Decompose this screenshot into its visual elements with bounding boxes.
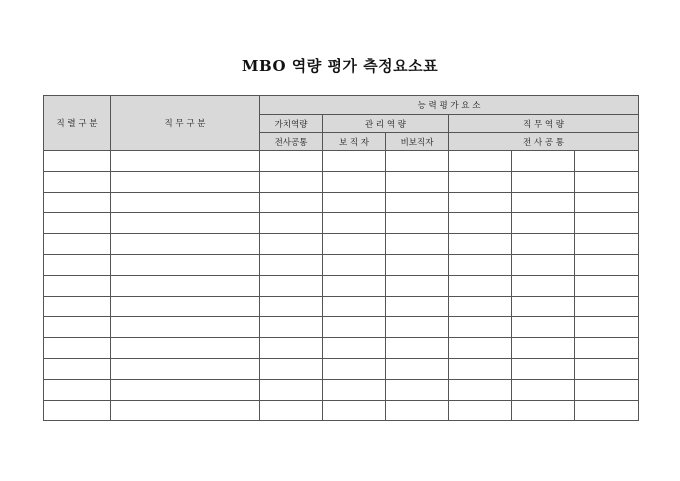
table-cell — [512, 379, 575, 400]
table-cell — [386, 254, 449, 275]
table-cell — [323, 171, 386, 192]
table-cell — [512, 317, 575, 338]
table-cell — [44, 151, 111, 172]
table-cell — [386, 358, 449, 379]
table-cell — [449, 192, 512, 213]
table-cell — [323, 296, 386, 317]
table-cell — [323, 275, 386, 296]
table-cell — [111, 275, 260, 296]
table-cell — [111, 234, 260, 255]
table-cell — [575, 192, 639, 213]
document-title: MBO 역량 평가 측정요소표 — [241, 57, 439, 75]
table-cell — [260, 254, 323, 275]
table-cell — [323, 379, 386, 400]
table-cell — [386, 275, 449, 296]
table-cell — [575, 213, 639, 234]
table-cell — [449, 254, 512, 275]
table-cell — [512, 213, 575, 234]
table-cell — [44, 296, 111, 317]
non-supervisor-header: 비보직자 — [386, 133, 449, 151]
table-cell — [323, 254, 386, 275]
table-cell — [44, 213, 111, 234]
competency-elements-header: 능 력 평 가 요 소 — [260, 96, 639, 115]
table-row — [44, 151, 639, 172]
table-cell — [386, 234, 449, 255]
table-cell — [260, 379, 323, 400]
table-cell — [386, 192, 449, 213]
table-cell — [512, 358, 575, 379]
table-cell — [44, 379, 111, 400]
table-row — [44, 213, 639, 234]
table-cell — [575, 400, 639, 421]
table-row — [44, 338, 639, 359]
table-cell — [512, 171, 575, 192]
table-cell — [44, 192, 111, 213]
table-cell — [260, 358, 323, 379]
table-cell — [512, 275, 575, 296]
table-cell — [575, 234, 639, 255]
table-cell — [44, 254, 111, 275]
management-competency-header: 관 리 역 량 — [323, 115, 449, 133]
table-cell — [260, 151, 323, 172]
table-cell — [260, 338, 323, 359]
table-cell — [575, 358, 639, 379]
table-cell — [386, 171, 449, 192]
table-cell — [512, 151, 575, 172]
table-cell — [512, 192, 575, 213]
table-cell — [111, 400, 260, 421]
table-cell — [575, 171, 639, 192]
table-cell — [111, 171, 260, 192]
value-competency-header: 가치역량 — [260, 115, 323, 133]
table-cell — [386, 379, 449, 400]
table-cell — [512, 400, 575, 421]
evaluation-table — [43, 95, 639, 421]
table-cell — [449, 338, 512, 359]
table-cell — [449, 358, 512, 379]
table-cell — [449, 275, 512, 296]
table-cell — [449, 400, 512, 421]
table-cell — [111, 254, 260, 275]
table-cell — [260, 275, 323, 296]
table-cell — [323, 234, 386, 255]
table-cell — [386, 151, 449, 172]
table-cell — [260, 317, 323, 338]
table-cell — [44, 275, 111, 296]
job-category-header: 직 렬 구 분 — [44, 96, 111, 151]
table-cell — [260, 234, 323, 255]
table-cell — [386, 213, 449, 234]
table-cell — [323, 358, 386, 379]
table-cell — [111, 296, 260, 317]
table-cell — [449, 171, 512, 192]
table-row — [44, 379, 639, 400]
table-cell — [260, 192, 323, 213]
table-cell — [111, 338, 260, 359]
table-cell — [575, 296, 639, 317]
table-cell — [449, 296, 512, 317]
table-cell — [44, 338, 111, 359]
table-cell — [386, 296, 449, 317]
table-cell — [386, 338, 449, 359]
table-cell — [575, 275, 639, 296]
table-row — [44, 296, 639, 317]
table-cell — [44, 358, 111, 379]
table-cell — [575, 151, 639, 172]
table-cell — [111, 379, 260, 400]
table-cell — [386, 317, 449, 338]
table-cell — [512, 254, 575, 275]
table-cell — [323, 317, 386, 338]
table-cell — [323, 213, 386, 234]
table-row — [44, 317, 639, 338]
table-cell — [323, 400, 386, 421]
table-cell — [44, 171, 111, 192]
table-cell — [323, 151, 386, 172]
table-row — [44, 254, 639, 275]
job-division-header: 직 무 구 분 — [111, 96, 260, 151]
table-cell — [111, 192, 260, 213]
table-cell — [386, 400, 449, 421]
table-cell — [575, 379, 639, 400]
table-cell — [449, 151, 512, 172]
table-cell — [512, 234, 575, 255]
table-cell — [111, 151, 260, 172]
table-cell — [260, 296, 323, 317]
table-cell — [575, 317, 639, 338]
table-cell — [323, 192, 386, 213]
table-cell — [111, 213, 260, 234]
job-competency-header: 직 무 역 량 — [449, 115, 639, 133]
table-cell — [323, 338, 386, 359]
table-cell — [111, 317, 260, 338]
table-cell — [44, 317, 111, 338]
table-row — [44, 275, 639, 296]
supervisor-header: 보 직 자 — [323, 133, 386, 151]
table-cell — [512, 338, 575, 359]
table-cell — [44, 234, 111, 255]
table-row — [44, 192, 639, 213]
table-cell — [449, 379, 512, 400]
table-cell — [260, 400, 323, 421]
table-row — [44, 358, 639, 379]
company-common-header: 전사공통 — [260, 133, 323, 151]
table-row — [44, 171, 639, 192]
table-cell — [44, 400, 111, 421]
table-cell — [575, 254, 639, 275]
table-cell — [111, 358, 260, 379]
table-cell — [449, 234, 512, 255]
table-cell — [449, 317, 512, 338]
all-common-header: 전 사 공 통 — [449, 133, 639, 151]
table-cell — [575, 338, 639, 359]
table-cell — [449, 213, 512, 234]
table-row — [44, 400, 639, 421]
table-cell — [512, 296, 575, 317]
table-row — [44, 234, 639, 255]
table-cell — [260, 171, 323, 192]
table-cell — [260, 213, 323, 234]
